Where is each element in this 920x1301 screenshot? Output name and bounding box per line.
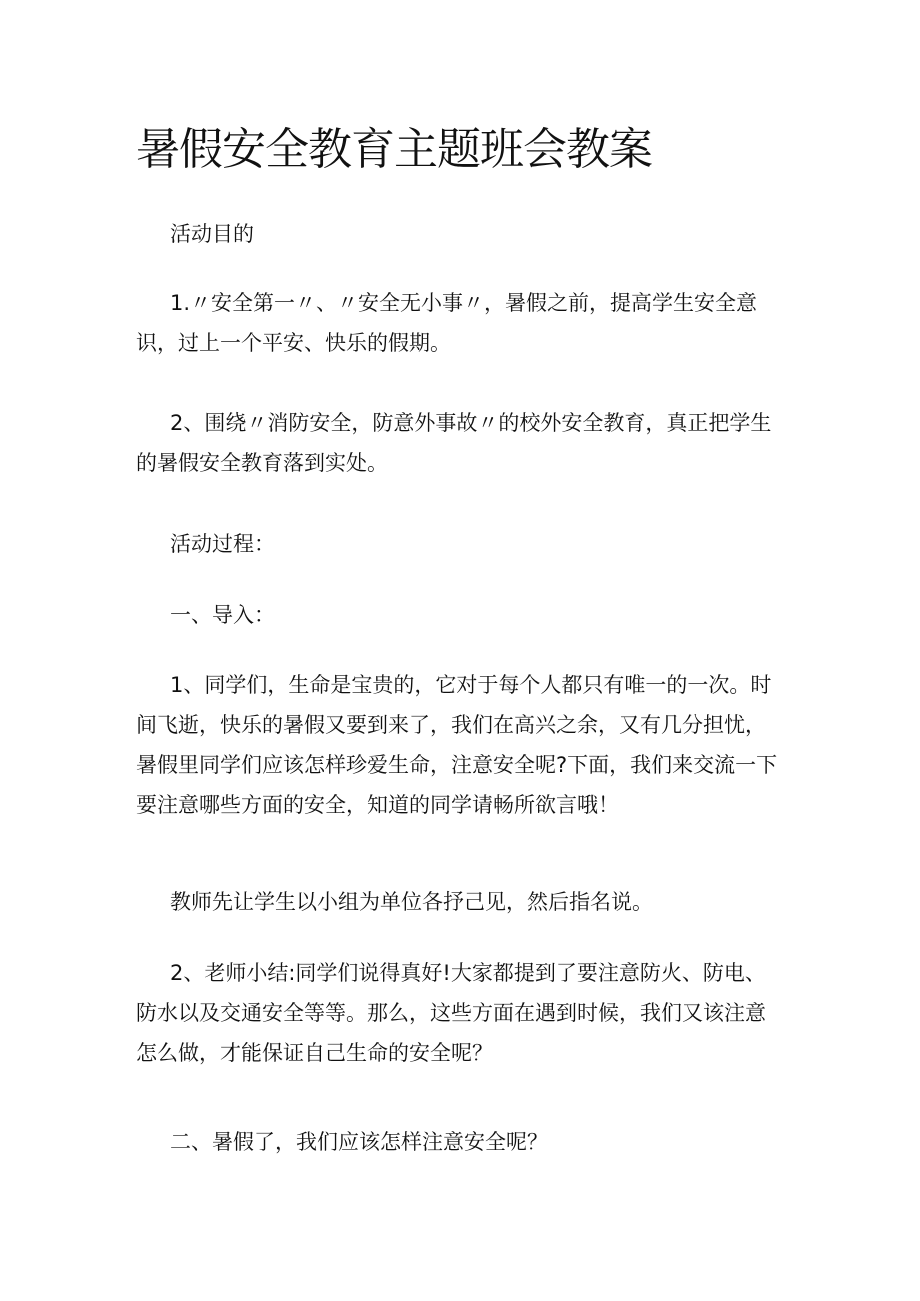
paragraph-goal-1: 1.〃安全第一〃、〃安全无小事〃，暑假之前，提高学生安全意识，过上一个平安、快乐的假期。 <box>136 291 758 355</box>
paragraph-section-2-heading: 二、暑假了，我们应该怎样注意安全呢？ <box>170 1130 548 1154</box>
paragraph-teacher-summary: 2、老师小结:同学们说得真好!大家都提到了要注意防火、防电、防水以及交通安全等等。那么，这些方面在遇到时候，我们又该注意怎么做，才能保证自己生命的安全呢？ <box>136 961 766 1065</box>
paragraph-intro-1: 1、同学们，生命是宝贵的，它对于每个人都只有唯一的一次。时间飞逝，快乐的暑假又要到来了，我们在高兴之余，又有几分担忧，暑假里同学们应该怎样珍爱生命，注意安全呢?下面，我们来交流一下要注意哪些方面的安全，知道的同学请畅所欲言哦！ <box>136 673 778 817</box>
paragraph-goal-2: 2、围绕〃消防安全，防意外事故〃的校外安全教育，真正把学生的暑假安全教育落到实处。 <box>136 411 772 475</box>
paragraph-section-1-heading: 一、导入： <box>170 603 275 627</box>
paragraph-activity-goal-heading: 活动目的 <box>170 222 254 246</box>
paragraph-activity-process-heading: 活动过程： <box>170 532 275 556</box>
page-title: 暑假安全教育主题班会教案 <box>136 124 652 175</box>
paragraph-teacher-instruction: 教师先让学生以小组为单位各抒己见，然后指名说。 <box>170 890 653 914</box>
